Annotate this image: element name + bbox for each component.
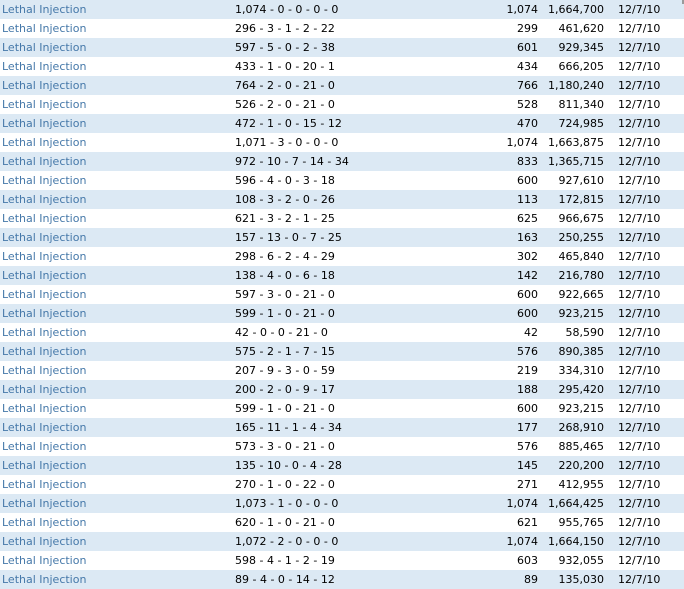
table-row xyxy=(0,209,684,228)
table-row xyxy=(0,19,684,38)
row-count-value: 302 xyxy=(517,250,538,263)
row-total-value: 1,664,700 xyxy=(548,3,604,16)
row-title-link[interactable]: Lethal Injection xyxy=(2,421,87,434)
table-row xyxy=(0,171,684,190)
row-count-value: 1,074 xyxy=(506,136,538,149)
table-row xyxy=(0,513,684,532)
row-title-link[interactable]: Lethal Injection xyxy=(2,41,87,54)
table-row xyxy=(0,114,684,133)
row-title-link[interactable]: Lethal Injection xyxy=(2,288,87,301)
row-breakdown-value: 573 - 3 - 0 - 21 - 0 xyxy=(235,440,335,453)
table-row xyxy=(0,532,684,551)
row-breakdown-value: 526 - 2 - 0 - 21 - 0 xyxy=(235,98,335,111)
row-breakdown-value: 1,073 - 1 - 0 - 0 - 0 xyxy=(235,497,339,510)
table-row xyxy=(0,475,684,494)
table-row xyxy=(0,0,684,19)
row-title-link[interactable]: Lethal Injection xyxy=(2,497,87,510)
table-row xyxy=(0,152,684,171)
row-date-value: 12/7/10 xyxy=(618,250,661,263)
row-total-value: 923,215 xyxy=(558,402,604,415)
table-row xyxy=(0,418,684,437)
row-count-value: 299 xyxy=(517,22,538,35)
row-date-value: 12/7/10 xyxy=(618,440,661,453)
row-total-value: 885,465 xyxy=(558,440,604,453)
row-title-link[interactable]: Lethal Injection xyxy=(2,345,87,358)
row-title-link[interactable]: Lethal Injection xyxy=(2,554,87,567)
row-total-value: 923,215 xyxy=(558,307,604,320)
row-breakdown-value: 207 - 9 - 3 - 0 - 59 xyxy=(235,364,335,377)
row-total-value: 250,255 xyxy=(558,231,604,244)
table-row xyxy=(0,437,684,456)
row-breakdown-value: 1,072 - 2 - 0 - 0 - 0 xyxy=(235,535,339,548)
row-count-value: 142 xyxy=(517,269,538,282)
row-total-value: 465,840 xyxy=(558,250,604,263)
row-date-value: 12/7/10 xyxy=(618,421,661,434)
row-title-link[interactable]: Lethal Injection xyxy=(2,459,87,472)
row-breakdown-value: 1,071 - 3 - 0 - 0 - 0 xyxy=(235,136,339,149)
table-row xyxy=(0,380,684,399)
row-title-link[interactable]: Lethal Injection xyxy=(2,155,87,168)
table-row xyxy=(0,285,684,304)
row-total-value: 1,664,425 xyxy=(548,497,604,510)
row-count-value: 145 xyxy=(517,459,538,472)
row-count-value: 625 xyxy=(517,212,538,225)
row-total-value: 1,663,875 xyxy=(548,136,604,149)
row-breakdown-value: 620 - 1 - 0 - 21 - 0 xyxy=(235,516,335,529)
row-count-value: 470 xyxy=(517,117,538,130)
row-date-value: 12/7/10 xyxy=(618,79,661,92)
row-breakdown-value: 599 - 1 - 0 - 21 - 0 xyxy=(235,402,335,415)
row-total-value: 922,665 xyxy=(558,288,604,301)
row-total-value: 1,365,715 xyxy=(548,155,604,168)
row-date-value: 12/7/10 xyxy=(618,554,661,567)
row-total-value: 929,345 xyxy=(558,41,604,54)
row-date-value: 12/7/10 xyxy=(618,231,661,244)
row-date-value: 12/7/10 xyxy=(618,174,661,187)
row-total-value: 135,030 xyxy=(558,573,604,586)
row-count-value: 89 xyxy=(524,573,538,586)
table-row xyxy=(0,247,684,266)
row-breakdown-value: 764 - 2 - 0 - 21 - 0 xyxy=(235,79,335,92)
row-breakdown-value: 575 - 2 - 1 - 7 - 15 xyxy=(235,345,335,358)
row-count-value: 271 xyxy=(517,478,538,491)
row-title-link[interactable]: Lethal Injection xyxy=(2,535,87,548)
row-total-value: 966,675 xyxy=(558,212,604,225)
row-title-link[interactable]: Lethal Injection xyxy=(2,231,87,244)
row-date-value: 12/7/10 xyxy=(618,117,661,130)
table-row xyxy=(0,494,684,513)
row-title-link[interactable]: Lethal Injection xyxy=(2,98,87,111)
row-breakdown-value: 621 - 3 - 2 - 1 - 25 xyxy=(235,212,335,225)
row-total-value: 1,180,240 xyxy=(548,79,604,92)
row-breakdown-value: 200 - 2 - 0 - 9 - 17 xyxy=(235,383,335,396)
row-date-value: 12/7/10 xyxy=(618,288,661,301)
table-row xyxy=(0,570,684,589)
row-date-value: 12/7/10 xyxy=(618,98,661,111)
row-total-value: 955,765 xyxy=(558,516,604,529)
row-title-link[interactable]: Lethal Injection xyxy=(2,326,87,339)
row-count-value: 113 xyxy=(517,193,538,206)
row-title-link[interactable]: Lethal Injection xyxy=(2,573,87,586)
table-row xyxy=(0,190,684,209)
row-total-value: 216,780 xyxy=(558,269,604,282)
row-breakdown-value: 298 - 6 - 2 - 4 - 29 xyxy=(235,250,335,263)
row-title-link[interactable]: Lethal Injection xyxy=(2,516,87,529)
row-count-value: 528 xyxy=(517,98,538,111)
row-date-value: 12/7/10 xyxy=(618,269,661,282)
row-count-value: 603 xyxy=(517,554,538,567)
row-title-link[interactable]: Lethal Injection xyxy=(2,402,87,415)
row-date-value: 12/7/10 xyxy=(618,478,661,491)
row-date-value: 12/7/10 xyxy=(618,3,661,16)
row-date-value: 12/7/10 xyxy=(618,136,661,149)
table-row xyxy=(0,38,684,57)
row-date-value: 12/7/10 xyxy=(618,212,661,225)
table-row xyxy=(0,76,684,95)
row-count-value: 833 xyxy=(517,155,538,168)
table-row xyxy=(0,95,684,114)
row-date-value: 12/7/10 xyxy=(618,516,661,529)
row-date-value: 12/7/10 xyxy=(618,155,661,168)
row-count-value: 621 xyxy=(517,516,538,529)
row-title-link[interactable]: Lethal Injection xyxy=(2,383,87,396)
row-title-link[interactable]: Lethal Injection xyxy=(2,364,87,377)
row-date-value: 12/7/10 xyxy=(618,345,661,358)
row-title-link[interactable]: Lethal Injection xyxy=(2,250,87,263)
row-title-link[interactable]: Lethal Injection xyxy=(2,269,87,282)
row-count-value: 177 xyxy=(517,421,538,434)
row-date-value: 12/7/10 xyxy=(618,22,661,35)
row-date-value: 12/7/10 xyxy=(618,383,661,396)
row-count-value: 1,074 xyxy=(506,497,538,510)
row-count-value: 600 xyxy=(517,402,538,415)
row-total-value: 927,610 xyxy=(558,174,604,187)
row-breakdown-value: 42 - 0 - 0 - 21 - 0 xyxy=(235,326,328,339)
row-title-link[interactable]: Lethal Injection xyxy=(2,307,87,320)
row-breakdown-value: 597 - 5 - 0 - 2 - 38 xyxy=(235,41,335,54)
row-date-value: 12/7/10 xyxy=(618,60,661,73)
table-row xyxy=(0,456,684,475)
row-count-value: 163 xyxy=(517,231,538,244)
row-date-value: 12/7/10 xyxy=(618,326,661,339)
table-row xyxy=(0,228,684,247)
row-count-value: 188 xyxy=(517,383,538,396)
row-title-link[interactable]: Lethal Injection xyxy=(2,22,87,35)
table-row xyxy=(0,342,684,361)
row-breakdown-value: 108 - 3 - 2 - 0 - 26 xyxy=(235,193,335,206)
row-breakdown-value: 1,074 - 0 - 0 - 0 - 0 xyxy=(235,3,339,16)
row-breakdown-value: 89 - 4 - 0 - 14 - 12 xyxy=(235,573,335,586)
row-total-value: 666,205 xyxy=(558,60,604,73)
row-breakdown-value: 599 - 1 - 0 - 21 - 0 xyxy=(235,307,335,320)
row-title-link[interactable]: Lethal Injection xyxy=(2,212,87,225)
row-breakdown-value: 598 - 4 - 1 - 2 - 19 xyxy=(235,554,335,567)
row-total-value: 1,664,150 xyxy=(548,535,604,548)
row-total-value: 724,985 xyxy=(558,117,604,130)
row-breakdown-value: 597 - 3 - 0 - 21 - 0 xyxy=(235,288,335,301)
row-total-value: 58,590 xyxy=(565,326,604,339)
row-title-link[interactable]: Lethal Injection xyxy=(2,193,87,206)
row-count-value: 600 xyxy=(517,307,538,320)
row-count-value: 576 xyxy=(517,440,538,453)
row-breakdown-value: 165 - 11 - 1 - 4 - 34 xyxy=(235,421,342,434)
table-row xyxy=(0,551,684,570)
table-row xyxy=(0,361,684,380)
table-row xyxy=(0,57,684,76)
row-total-value: 412,955 xyxy=(558,478,604,491)
row-total-value: 461,620 xyxy=(558,22,604,35)
row-count-value: 1,074 xyxy=(506,535,538,548)
row-title-link[interactable]: Lethal Injection xyxy=(2,478,87,491)
row-breakdown-value: 157 - 13 - 0 - 7 - 25 xyxy=(235,231,342,244)
row-date-value: 12/7/10 xyxy=(618,402,661,415)
row-breakdown-value: 296 - 3 - 1 - 2 - 22 xyxy=(235,22,335,35)
row-count-value: 600 xyxy=(517,174,538,187)
row-count-value: 766 xyxy=(517,79,538,92)
table-row xyxy=(0,399,684,418)
row-date-value: 12/7/10 xyxy=(618,459,661,472)
row-count-value: 219 xyxy=(517,364,538,377)
row-breakdown-value: 596 - 4 - 0 - 3 - 18 xyxy=(235,174,335,187)
row-title-link[interactable]: Lethal Injection xyxy=(2,60,87,73)
row-breakdown-value: 270 - 1 - 0 - 22 - 0 xyxy=(235,478,335,491)
row-count-value: 434 xyxy=(517,60,538,73)
row-breakdown-value: 433 - 1 - 0 - 20 - 1 xyxy=(235,60,335,73)
row-count-value: 601 xyxy=(517,41,538,54)
row-title-link[interactable]: Lethal Injection xyxy=(2,79,87,92)
row-title-link[interactable]: Lethal Injection xyxy=(2,136,87,149)
table-row xyxy=(0,133,684,152)
table-row xyxy=(0,266,684,285)
row-count-value: 1,074 xyxy=(506,3,538,16)
row-title-link[interactable]: Lethal Injection xyxy=(2,440,87,453)
row-total-value: 890,385 xyxy=(558,345,604,358)
row-count-value: 600 xyxy=(517,288,538,301)
row-total-value: 220,200 xyxy=(558,459,604,472)
row-total-value: 295,420 xyxy=(558,383,604,396)
row-breakdown-value: 472 - 1 - 0 - 15 - 12 xyxy=(235,117,342,130)
row-total-value: 811,340 xyxy=(558,98,604,111)
row-total-value: 932,055 xyxy=(558,554,604,567)
row-breakdown-value: 138 - 4 - 0 - 6 - 18 xyxy=(235,269,335,282)
row-date-value: 12/7/10 xyxy=(618,573,661,586)
row-date-value: 12/7/10 xyxy=(618,535,661,548)
row-total-value: 172,815 xyxy=(558,193,604,206)
row-breakdown-value: 135 - 10 - 0 - 4 - 28 xyxy=(235,459,342,472)
row-date-value: 12/7/10 xyxy=(618,307,661,320)
row-date-value: 12/7/10 xyxy=(618,193,661,206)
row-date-value: 12/7/10 xyxy=(618,497,661,510)
row-breakdown-value: 972 - 10 - 7 - 14 - 34 xyxy=(235,155,349,168)
table-row xyxy=(0,304,684,323)
row-date-value: 12/7/10 xyxy=(618,364,661,377)
row-title-link[interactable]: Lethal Injection xyxy=(2,3,87,16)
row-date-value: 12/7/10 xyxy=(618,41,661,54)
row-title-link[interactable]: Lethal Injection xyxy=(2,117,87,130)
row-total-value: 268,910 xyxy=(558,421,604,434)
row-title-link[interactable]: Lethal Injection xyxy=(2,174,87,187)
row-count-value: 576 xyxy=(517,345,538,358)
table-row xyxy=(0,323,684,342)
row-count-value: 42 xyxy=(524,326,538,339)
row-total-value: 334,310 xyxy=(558,364,604,377)
